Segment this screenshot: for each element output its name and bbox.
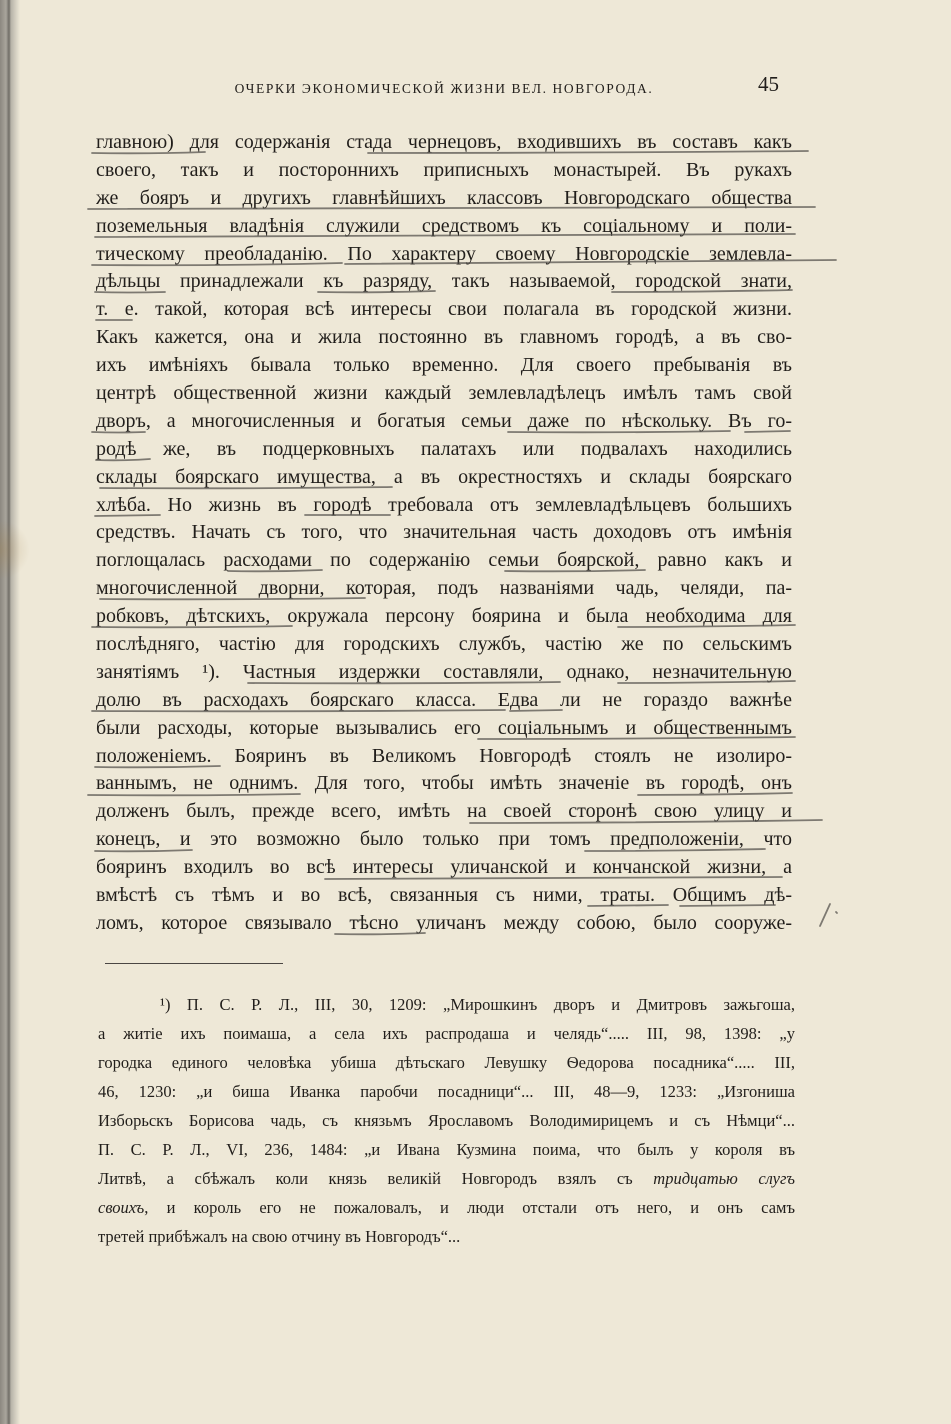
- body-line: поглощалась расходами по содержанію семьи боярской, равно какъ и: [96, 549, 792, 572]
- footnote-text: городка единого человѣка убиша дѣтьскаго Левушку Ѳедорова посадника“..... III,: [98, 1053, 795, 1072]
- body-line: родѣ же, въ подцерковныхъ палатахъ или подвалахъ находились: [96, 437, 792, 460]
- book-binding-edge: [0, 0, 20, 1424]
- body-line: робковъ, дѣтскихъ, окружала персону боярина и была необходима для: [96, 605, 792, 628]
- body-line: послѣдняго, частію для городскихъ службъ, частію же по сельскимъ: [96, 633, 792, 656]
- footnote-text: , и король его не пожаловалъ, и люди отстали отъ него, и онъ самъ: [144, 1198, 795, 1217]
- body-line: долю въ расходахъ боярскаго класса. Едва ли не гораздо важнѣе: [96, 688, 792, 711]
- footnote-text: третей прибѣжалъ на свою отчину въ Новгородъ“...: [98, 1227, 461, 1246]
- footnote-italic-text: своихъ: [98, 1198, 145, 1217]
- body-line: хлѣба. Но жизнь въ городѣ требовала отъ землевладѣльцевъ большихъ: [96, 493, 792, 516]
- body-line: т. е. такой, которая всѣ интересы свои полагала въ городской жизни.: [96, 298, 792, 321]
- footnote-text: 46, 1230: „и биша Иванка паробчи посадници“... III, 48—9, 1233: „Изгониша: [98, 1082, 795, 1101]
- body-line: ломъ, которое связывало тѣсно уличанъ между собою, было сооруже-: [96, 911, 792, 934]
- footnote-line: [98, 1106, 795, 1135]
- footnote-line: [98, 1048, 795, 1077]
- body-line: вмѣстѣ съ тѣмъ и во всѣ, связанныя съ ними, траты. Общимъ дѣ-: [96, 884, 792, 907]
- footnote-text: Изборьскъ Борисова чадь, съ князьмъ Ярославомъ Володимирицемъ и съ Нѣмци“...: [98, 1111, 795, 1130]
- body-line: были расходы, которые вызывались его соціальнымъ и общественнымъ: [96, 716, 792, 739]
- footnote-line: [98, 1164, 795, 1193]
- body-line: положеніемъ. Бояринъ въ Великомъ Новгородѣ стоялъ не изолиро-: [96, 744, 792, 767]
- handwritten-mark: [820, 904, 837, 926]
- body-line: долженъ былъ, прежде всего, имѣть на своей сторонѣ свою улицу и: [96, 800, 792, 823]
- body-line: дворъ, а многочисленныя и богатыя семьи даже по нѣскольку. Въ го-: [96, 409, 792, 432]
- footnote-text: ¹) П. С. Р. Л., III, 30, 1209: „Мирошкинъ дворъ и Дмитровъ зажьгоша,: [160, 995, 795, 1014]
- body-line: тическому преобладанію. По характеру своему Новгородскіе землевла-: [96, 242, 792, 265]
- body-line: ихъ имѣніяхъ бывала только временно. Для своего пребыванія въ: [96, 354, 792, 377]
- body-line: конецъ, и это возможно было только при томъ предположеніи, что: [96, 828, 792, 851]
- body-line: ваннымъ, не однимъ. Для того, чтобы имѣть значеніе въ городѣ, онъ: [96, 772, 792, 795]
- body-line: многочисленной дворни, которая, подъ названіями чадь, челяди, па-: [96, 577, 792, 600]
- body-line: поземельныя владѣнія служили средствомъ къ соціальному и поли-: [96, 214, 792, 237]
- footnote-text: а житіе ихъ поимаша, а села ихъ распродаша и челядь“..... III, 98, 1398: „у: [98, 1024, 795, 1043]
- body-line: же бояръ и другихъ главнѣйшихъ классовъ Новгородскаго общества: [96, 186, 792, 209]
- body-line: центрѣ общественной жизни каждый землевладѣлецъ имѣлъ тамъ свой: [96, 382, 792, 405]
- body-line: занятіямъ ¹). Частныя издержки составляли, однако, незначительную: [96, 660, 792, 683]
- footnote-line: [98, 990, 795, 1019]
- body-line: склады боярскаго имущества, а въ окрестностяхъ и склады боярскаго: [96, 465, 792, 488]
- body-line: бояринъ входилъ во всѣ интересы уличанской и кончанской жизни, а: [96, 856, 792, 879]
- footnote-line: [98, 1019, 795, 1048]
- footnote-line: [98, 1077, 795, 1106]
- footnote-line: [98, 1222, 795, 1251]
- body-line: средствъ. Начать съ того, что значительная часть доходовъ отъ имѣнія: [96, 521, 792, 544]
- footnote-line: [98, 1193, 795, 1222]
- page-number: 45: [758, 72, 779, 96]
- running-header: ОЧЕРКИ ЭКОНОМИЧЕСКОЙ ЖИЗНИ ВЕЛ. НОВГОРОДА.: [234, 81, 654, 96]
- footnote-separator: [105, 963, 283, 964]
- footnote-line: [98, 1135, 795, 1164]
- body-line: своего, такъ и постороннихъ приписныхъ монастырей. Въ рукахъ: [96, 158, 792, 181]
- body-text: [96, 129, 792, 938]
- body-line: главною) для содержанія стада чернецовъ, входившихъ въ составъ какъ: [96, 131, 792, 153]
- body-line: Какъ кажется, она и жила постоянно въ главномъ городѣ, а въ сво-: [96, 326, 792, 349]
- footnotes: [98, 990, 795, 1251]
- footnote-text: П. С. Р. Л., VI, 236, 1484: „и Ивана Кузмина поима, что былъ у короля въ: [98, 1140, 795, 1159]
- paper-stain: [0, 520, 30, 580]
- footnote-text: Литвѣ, а сбѣжалъ коли князь великій Новгородъ взялъ съ: [98, 1169, 654, 1188]
- footnote-italic-text: тридцатью слугъ: [653, 1169, 795, 1188]
- body-line: дѣльцы принадлежали къ разряду, такъ называемой, городской знати,: [96, 270, 792, 293]
